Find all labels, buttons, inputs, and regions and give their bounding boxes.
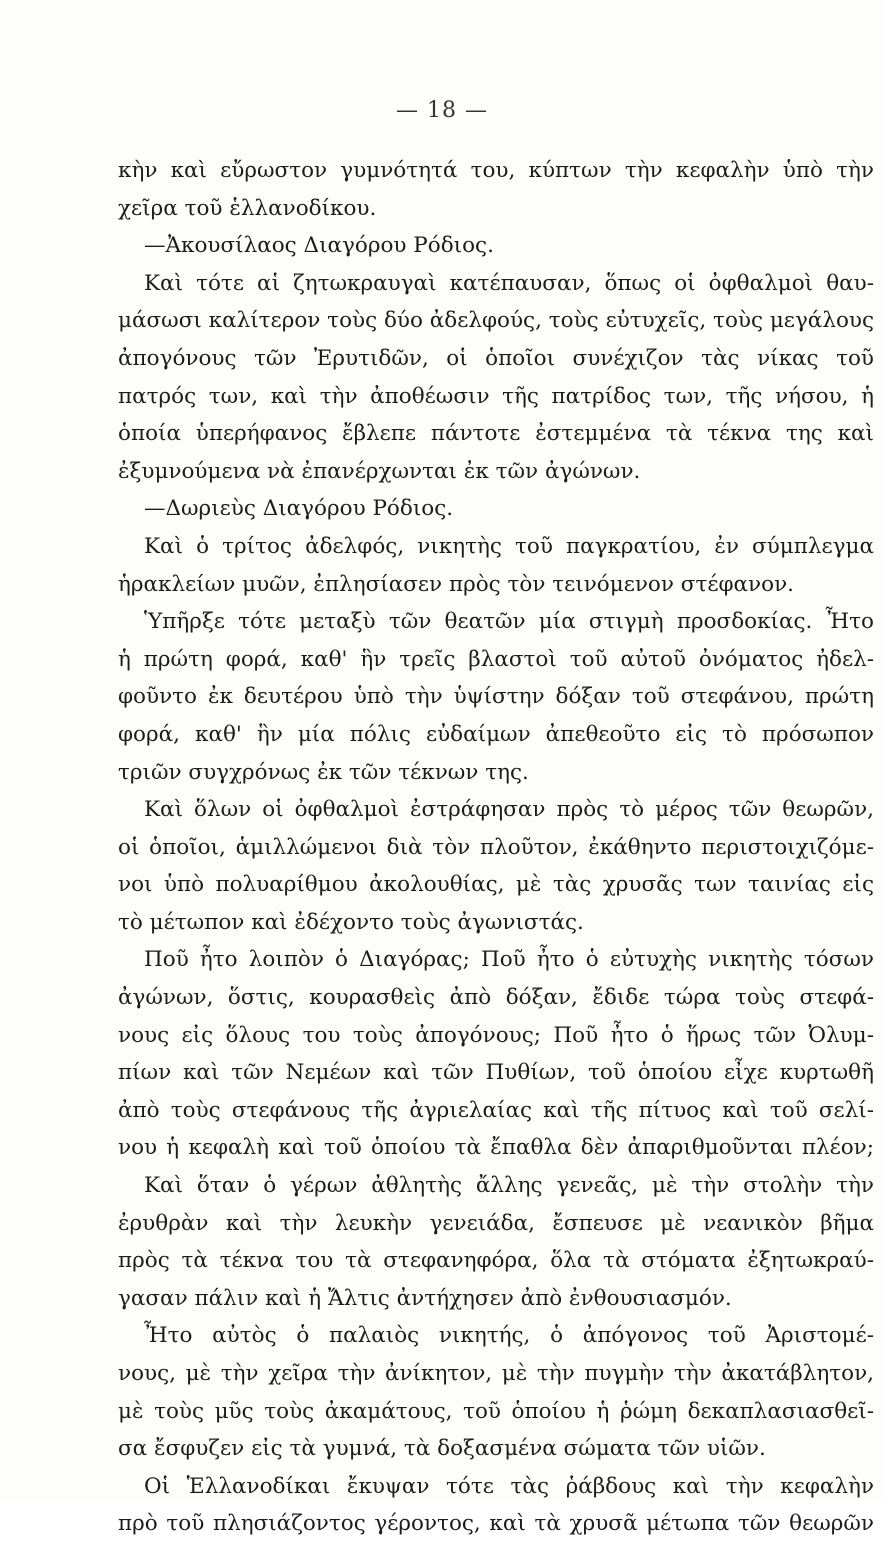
text-line: χεῖρα τοῦ ἑλλανοδίκου.: [118, 195, 377, 221]
text-line: νοι ὑπὸ πολυαρίθμου ἀκολουθίας, μὲ τὰς χρυσᾶς των ταινίας εἰς: [118, 872, 874, 898]
text-line: νους, μὲ τὴν χεῖρα τὴν ἀνίκητον, μὲ τὴν πυγμὴν τὴν ἀκατάβλητον,: [118, 1361, 874, 1386]
text-line: τὸ μέτωπον καὶ ἐδέχοντο τοὺς ἀγωνιστάς.: [118, 909, 584, 935]
section-heading: —Ἀκουσίλαος Διαγόρου Ρόδιος.: [144, 233, 494, 259]
text-line: Ποῦ ἦτο λοιπὸν ὁ Διαγόρας; Ποῦ ἦτο ὁ εὐτυχὴς νικητὴς τόσων: [144, 947, 874, 973]
text-line: γασαν πάλιν καὶ ἡ Ἄλτις ἀντήχησεν ἀπὸ ἐνθουσιασμόν.: [118, 1285, 732, 1311]
text-line: νους εἰς ὅλους του τοὺς ἀπογόνους; Ποῦ ἦτο ὁ ἥρως τῶν Ὀλυμ-: [118, 1022, 874, 1048]
text-line: Καὶ ὅλων οἱ ὀφθαλμοὶ ἐστράφησαν πρὸς τὸ μέρος τῶν θεωρῶν,: [144, 797, 874, 823]
text-line: φορά, καθ' ἣν μία πόλις εὐδαίμων ἀπεθεοῦτο εἰς τὸ πρόσωπον: [118, 721, 874, 747]
section-heading: —Δωριεὺς Διαγόρου Ρόδιος.: [144, 496, 454, 522]
text-line: ἡρακλείων μυῶν, ἐπλησίασεν πρὸς τὸν τεινόμενον στέφανον.: [118, 571, 794, 597]
text-line: πατρός των, καὶ τὴν ἀποθέωσιν τῆς πατρίδος των, τῆς νήσου, ἡ: [118, 383, 874, 409]
text-line: Καὶ ὅταν ὁ γέρων ἀθλητὴς ἄλλης γενεᾶς, μὲ τὴν στολὴν τὴν: [144, 1173, 874, 1199]
text-line: ἐρυθρὰν καὶ τὴν λευκὴν γενειάδα, ἔσπευσε μὲ νεανικὸν βῆμα: [118, 1210, 874, 1236]
text-line: μάσωσι καλίτερον τοὺς δύο ἀδελφούς, τοὺς εὐτυχεῖς, τοὺς μεγάλους: [118, 308, 874, 334]
text-line: Οἱ Ἑλλανοδίκαι ἔκυψαν τότε τὰς ῥάβδους καὶ τὴν κεφαλὴν: [144, 1473, 874, 1499]
text-line: ὁποία ὑπερήφανος ἔβλεπε πάντοτε ἐστεμμένα τὰ τέκνα της καὶ: [118, 421, 874, 447]
text-line: πρὸς τὰ τέκνα του τὰ στεφανηφόρα, ὅλα τὰ στόματα ἐξητωκραύ-: [118, 1248, 874, 1274]
text-line: νου ἡ κεφαλὴ καὶ τοῦ ὁποίου τὰ ἔπαθλα δὲν ἀπαριθμοῦνται πλέον;: [118, 1135, 874, 1161]
text-line: ἀπογόνους τῶν Ἐρυτιδῶν, οἱ ὁποῖοι συνέχιζον τὰς νίκας τοῦ: [118, 345, 874, 371]
text-line: κὴν καὶ εὔρωστον γυμνότητά του, κύπτων τὴν κεφαλὴν ὑπὸ τὴν: [118, 158, 874, 183]
text-line: Ὑπῆρξε τότε μεταξὺ τῶν θεατῶν μία στιγμὴ προσδοκίας. Ἦτο: [144, 609, 874, 635]
text-line: πίων καὶ τῶν Νεμέων καὶ τῶν Πυθίων, τοῦ ὁποίου εἶχε κυρτωθῆ: [118, 1060, 874, 1086]
text-line: Ἦτο αὐτὸς ὁ παλαιὸς νικητής, ὁ ἀπόγονος τοῦ Ἀριστομέ-: [144, 1323, 874, 1349]
text-line: Καὶ ὁ τρίτος ἀδελφός, νικητὴς τοῦ παγκρατίου, ἐν σύμπλεγμα: [144, 533, 874, 559]
text-line: σα ἔσφυζεν εἰς τὰ γυμνά, τὰ δοξασμένα σώματα τῶν υἱῶν.: [118, 1436, 766, 1462]
text-line: ἀπὸ τοὺς στεφάνους τῆς ἀγριελαίας καὶ τῆς πίτυος καὶ τοῦ σελί-: [118, 1097, 874, 1123]
text-line: φοῦντο ἐκ δευτέρου ὑπὸ τὴν ὑψίστην δόξαν τοῦ στεφάνου, πρώτη: [118, 684, 874, 710]
text-line: ἀγώνων, ὅστις, κουρασθεὶς ἀπὸ δόξαν, ἔδιδε τώρα τοὺς στεφά-: [118, 985, 874, 1011]
text-line: ἡ πρώτη φορά, καθ' ἣν τρεῖς βλαστοὶ τοῦ αὐτοῦ ὀνόματος ἠδελ-: [118, 646, 874, 672]
text-line: οἱ ὁποῖοι, ἁμιλλώμενοι διὰ τὸν πλοῦτον, ἐκάθηντο περιστοιχιζόμε-: [118, 834, 874, 860]
text-line: ἐξυμνούμενα νὰ ἐπανέρχωνται ἐκ τῶν ἀγώνων.: [118, 458, 641, 484]
page-number: — 18 —: [396, 98, 488, 123]
text-line: τριῶν συγχρόνως ἐκ τῶν τέκνων της.: [118, 759, 529, 785]
text-line: Καὶ τότε αἱ ζητωκραυγαὶ κατέπαυσαν, ὅπως οἱ ὀφθαλμοὶ θαυ-: [144, 270, 874, 296]
text-line: πρὸ τοῦ πλησιάζοντος γέροντος, καὶ τὰ χρυσᾶ μέτωπα τῶν θεωρῶν: [118, 1511, 874, 1537]
body-text: [118, 152, 874, 1543]
text-line: μὲ τοὺς μῦς τοὺς ἀκαμάτους, τοῦ ὁποίου ἡ ῥώμη δεκαπλασιασθεῖ-: [118, 1398, 874, 1424]
